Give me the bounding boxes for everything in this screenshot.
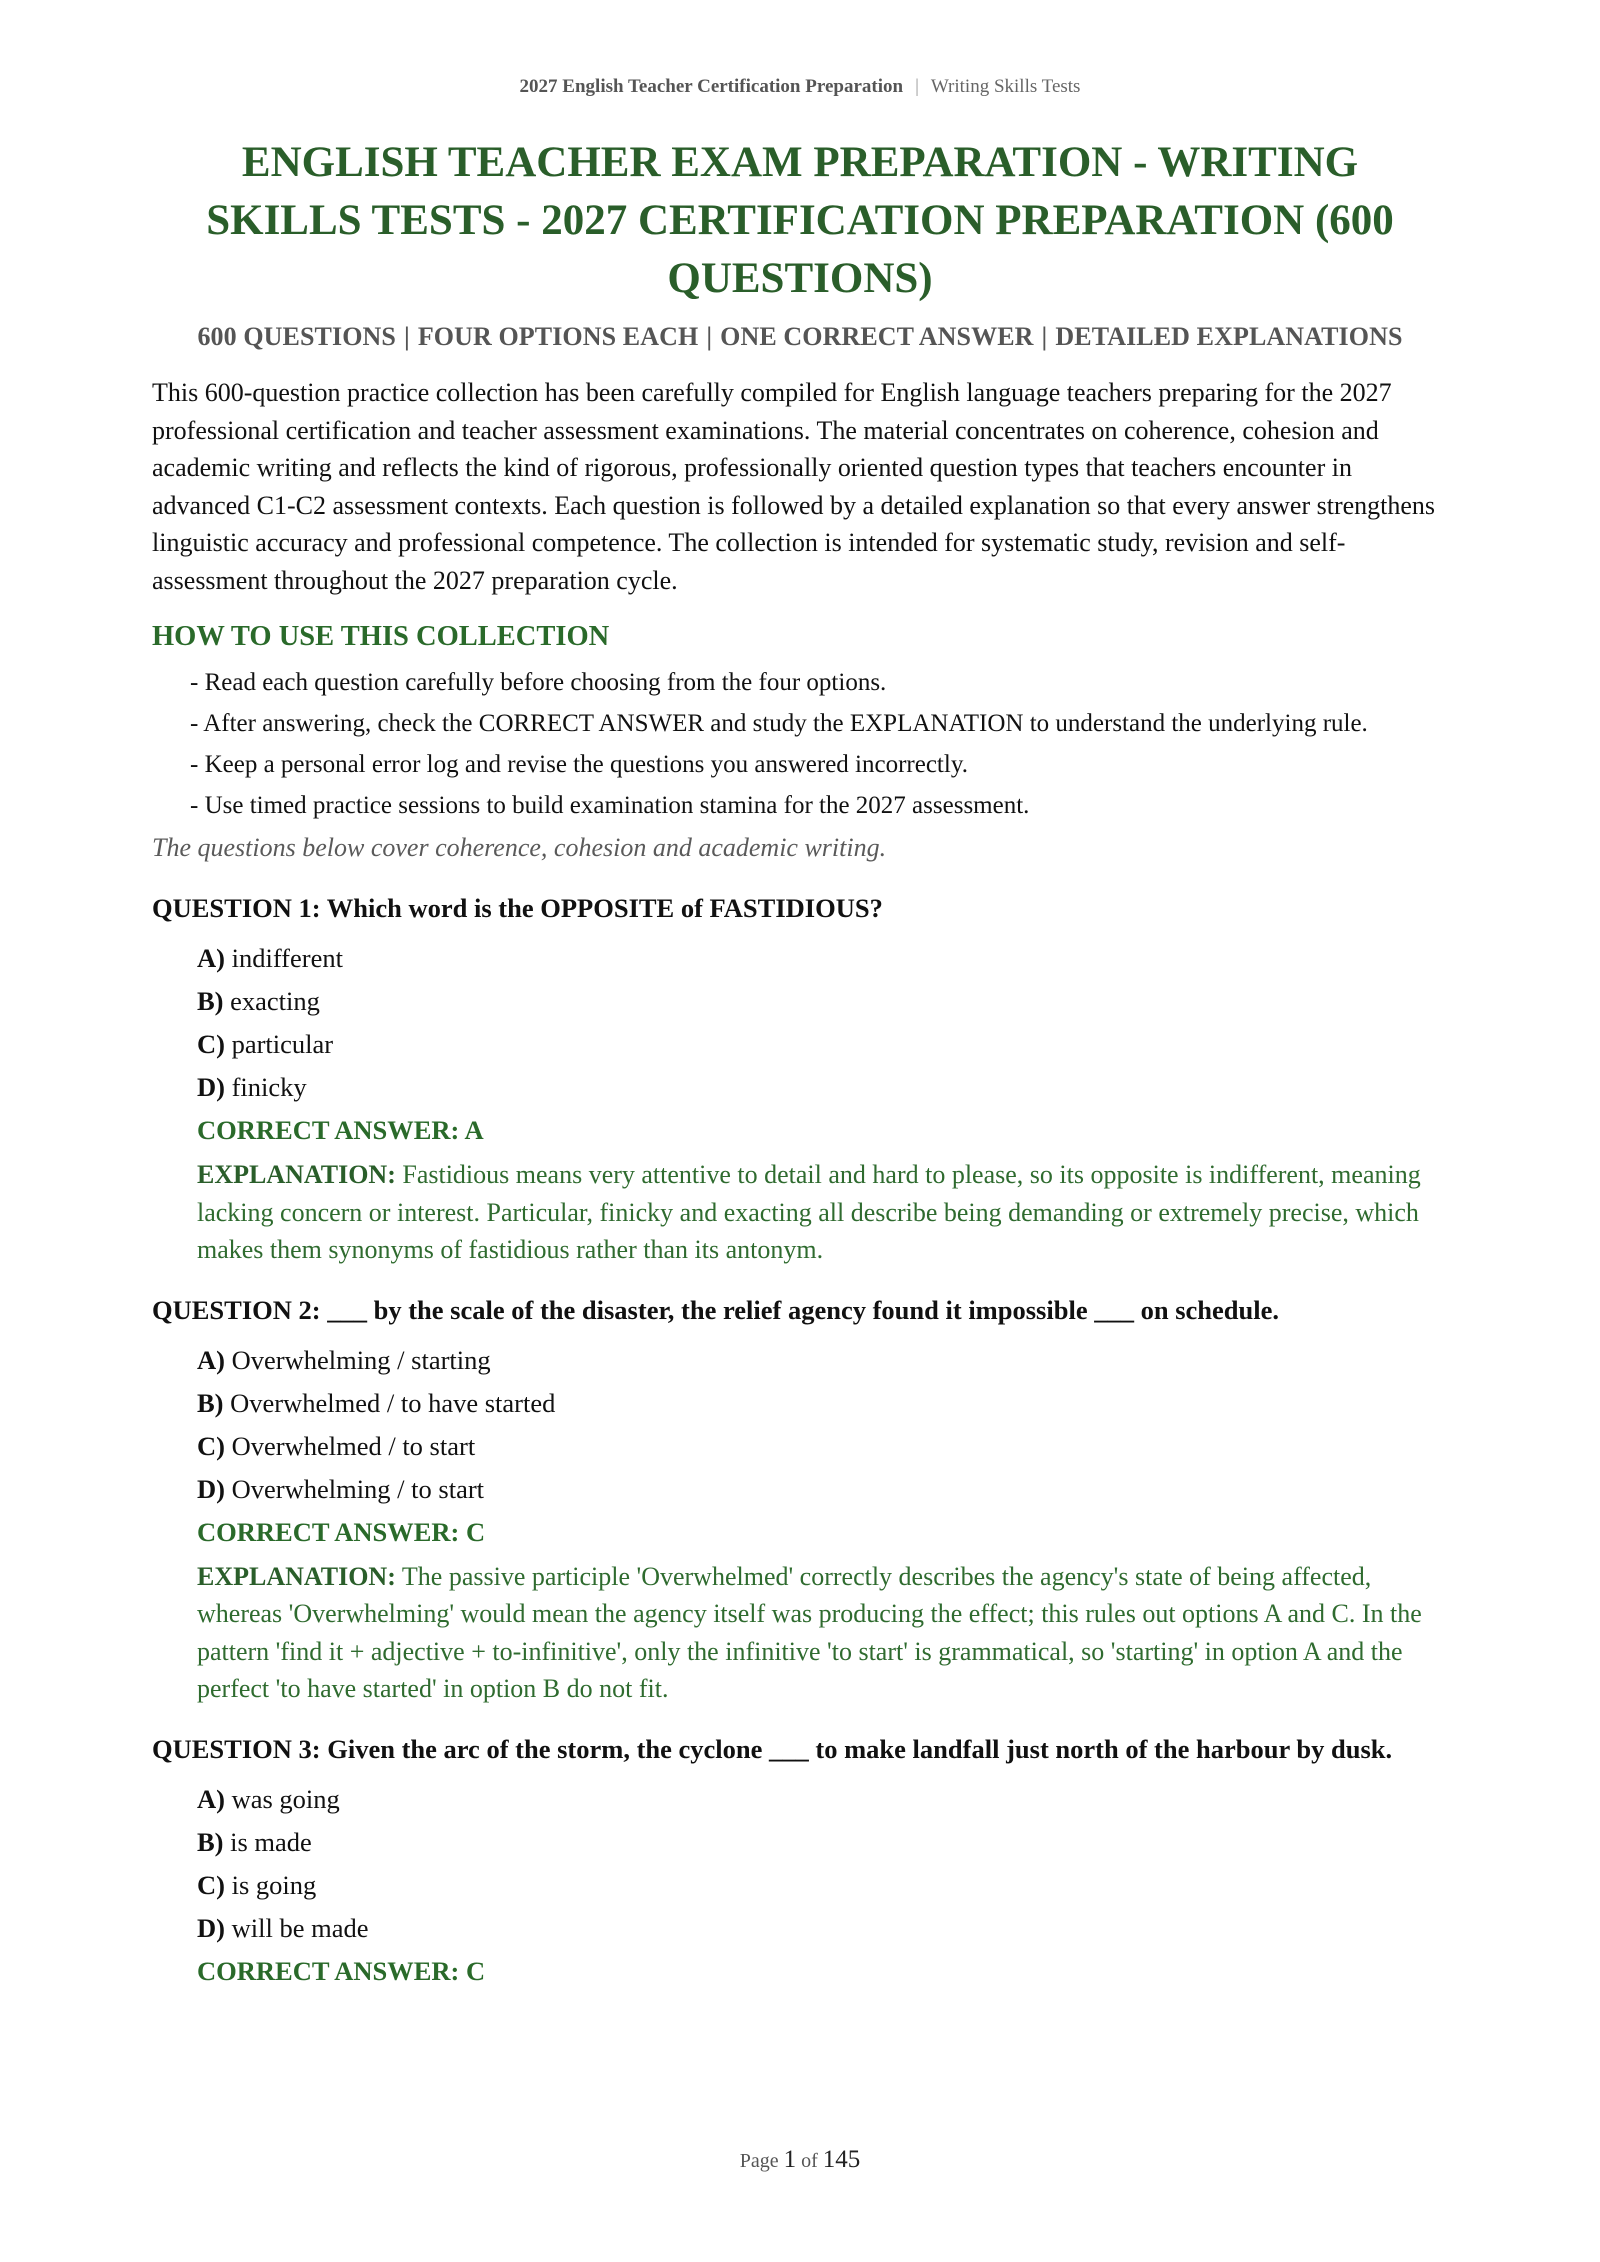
- option-text: Overwhelming / to start: [231, 1473, 485, 1504]
- option-letter: D): [197, 1072, 225, 1102]
- answer-options: [197, 937, 1448, 1109]
- answer-options: [197, 1778, 1448, 1950]
- option-text: is going: [231, 1869, 317, 1900]
- option-text: Overwhelming / starting: [231, 1344, 491, 1375]
- option-c: [197, 1425, 1448, 1468]
- option-text: was going: [231, 1783, 340, 1814]
- option-text: is made: [230, 1826, 312, 1857]
- explanation: [197, 1558, 1448, 1708]
- option-a: [197, 937, 1448, 980]
- question-3: [152, 1730, 1448, 1993]
- total-pages: 145: [822, 2146, 861, 2173]
- option-letter: D): [197, 1912, 225, 1943]
- option-c: [197, 1864, 1448, 1907]
- option-letter: B): [197, 1387, 224, 1418]
- meta-item-questions: 600 QUESTIONS: [197, 322, 396, 351]
- option-d: [197, 1907, 1448, 1950]
- page-label: Page: [739, 2150, 779, 2172]
- correct-answer: CORRECT ANSWER: A: [197, 1115, 484, 1145]
- option-letter: C): [197, 1029, 225, 1059]
- meta-separator: |: [403, 322, 410, 351]
- of-label: of: [801, 2150, 818, 2172]
- page-content: [152, 134, 1448, 1993]
- option-letter: A): [197, 1344, 225, 1375]
- option-text: indifferent: [231, 943, 343, 973]
- header-section-title: Writing Skills Tests: [930, 76, 1081, 97]
- meta-line: [152, 322, 1448, 352]
- page-number: 1: [783, 2146, 797, 2173]
- header-separator: |: [915, 76, 919, 97]
- option-text: particular: [231, 1029, 334, 1059]
- correct-answer: CORRECT ANSWER: C: [197, 1516, 486, 1547]
- list-item: - After answering, check the CORRECT ANSWER and study the EXPLANATION to understand the underlying rule.: [190, 710, 1368, 737]
- option-text: Overwhelmed / to have started: [230, 1387, 556, 1418]
- explanation-label: EXPLANATION:: [197, 1561, 396, 1591]
- header-book-title: 2027 English Teacher Certification Preparation: [519, 76, 904, 97]
- option-text: finicky: [231, 1072, 307, 1102]
- explanation-text: The passive participle 'Overwhelmed' correctly describes the agency's state of being affected, whereas 'Overwhelming' would mean the agency itself was producing the effect; this rules out options A and C. In the pattern 'find it + adjective + to-infinitive', only the infinitive 'to start' is grammatical, so 'starting' in option A and the perfect 'to have started' in option B do not fit.: [197, 1561, 1422, 1703]
- option-letter: A): [197, 1783, 225, 1814]
- meta-separator: |: [706, 322, 713, 351]
- meta-item-explanations: DETAILED EXPLANATIONS: [1055, 322, 1403, 351]
- question-text: QUESTION 2: ___ by the scale of the disaster, the relief agency found it impossible ___ on schedule.: [152, 1294, 1280, 1325]
- how-to-use-heading: HOW TO USE THIS COLLECTION: [152, 621, 610, 652]
- option-letter: B): [197, 1826, 224, 1857]
- correct-answer: CORRECT ANSWER: C: [197, 1955, 486, 1986]
- option-b: [197, 1821, 1448, 1864]
- option-b: [197, 980, 1448, 1023]
- option-d: [197, 1066, 1448, 1109]
- option-text: Overwhelmed / to start: [231, 1430, 476, 1461]
- option-d: [197, 1468, 1448, 1511]
- question-1: [152, 889, 1448, 1269]
- option-letter: D): [197, 1473, 225, 1504]
- option-c: [197, 1023, 1448, 1066]
- question-2: [152, 1291, 1448, 1708]
- option-a: [197, 1778, 1448, 1821]
- option-letter: A): [197, 943, 225, 973]
- intro-paragraph: This 600-question practice collection has been carefully compiled for English language teachers preparing for the 2027 professional certification and teacher assessment examinations. The material concentrates on coherence, cohesion and academic writing and reflects the kind of rigorous, professionally oriented question types that teachers encounter in advanced C1-C2 assessment contexts. Each question is followed by a detailed explanation so that every answer strengthens linguistic accuracy and professional competence. The collection is intended for systematic study, revision and self-assessment throughout the 2027 preparation cycle.: [152, 378, 1436, 595]
- option-letter: C): [197, 1430, 225, 1461]
- option-letter: B): [197, 986, 224, 1016]
- option-b: [197, 1382, 1448, 1425]
- answer-options: [197, 1339, 1448, 1511]
- coverage-note: The questions below cover coherence, cohesion and academic writing.: [152, 833, 887, 862]
- meta-item-options: FOUR OPTIONS EACH: [417, 322, 699, 351]
- meta-item-answer: ONE CORRECT ANSWER: [720, 322, 1034, 351]
- meta-separator: |: [1041, 322, 1048, 351]
- page-footer: [0, 2146, 1600, 2174]
- document-title: ENGLISH TEACHER EXAM PREPARATION - WRITING SKILLS TESTS - 2027 CERTIFICATION PREPARATION (600 QUESTIONS): [206, 139, 1394, 302]
- list-item: - Read each question carefully before choosing from the four options.: [190, 669, 887, 696]
- running-header: [0, 76, 1600, 98]
- explanation-text: Fastidious means very attentive to detail and hard to please, so its opposite is indifferent, meaning lacking concern or interest. Particular, finicky and exacting all describe being demanding or extremely precise, which makes them synonyms of fastidious rather than its antonym.: [197, 1160, 1421, 1264]
- question-text: QUESTION 3: Given the arc of the storm, the cyclone ___ to make landfall just north of the harbour by dusk.: [152, 1733, 1393, 1764]
- option-letter: C): [197, 1869, 225, 1900]
- explanation-label: EXPLANATION:: [197, 1160, 396, 1189]
- how-to-use-list: [190, 665, 1448, 824]
- question-text: QUESTION 1: Which word is the OPPOSITE of FASTIDIOUS?: [152, 893, 883, 923]
- list-item: - Use timed practice sessions to build examination stamina for the 2027 assessment.: [190, 792, 1030, 819]
- option-text: exacting: [230, 986, 320, 1016]
- list-item: - Keep a personal error log and revise the questions you answered incorrectly.: [190, 751, 968, 778]
- option-text: will be made: [231, 1912, 369, 1943]
- explanation: [197, 1156, 1448, 1269]
- option-a: [197, 1339, 1448, 1382]
